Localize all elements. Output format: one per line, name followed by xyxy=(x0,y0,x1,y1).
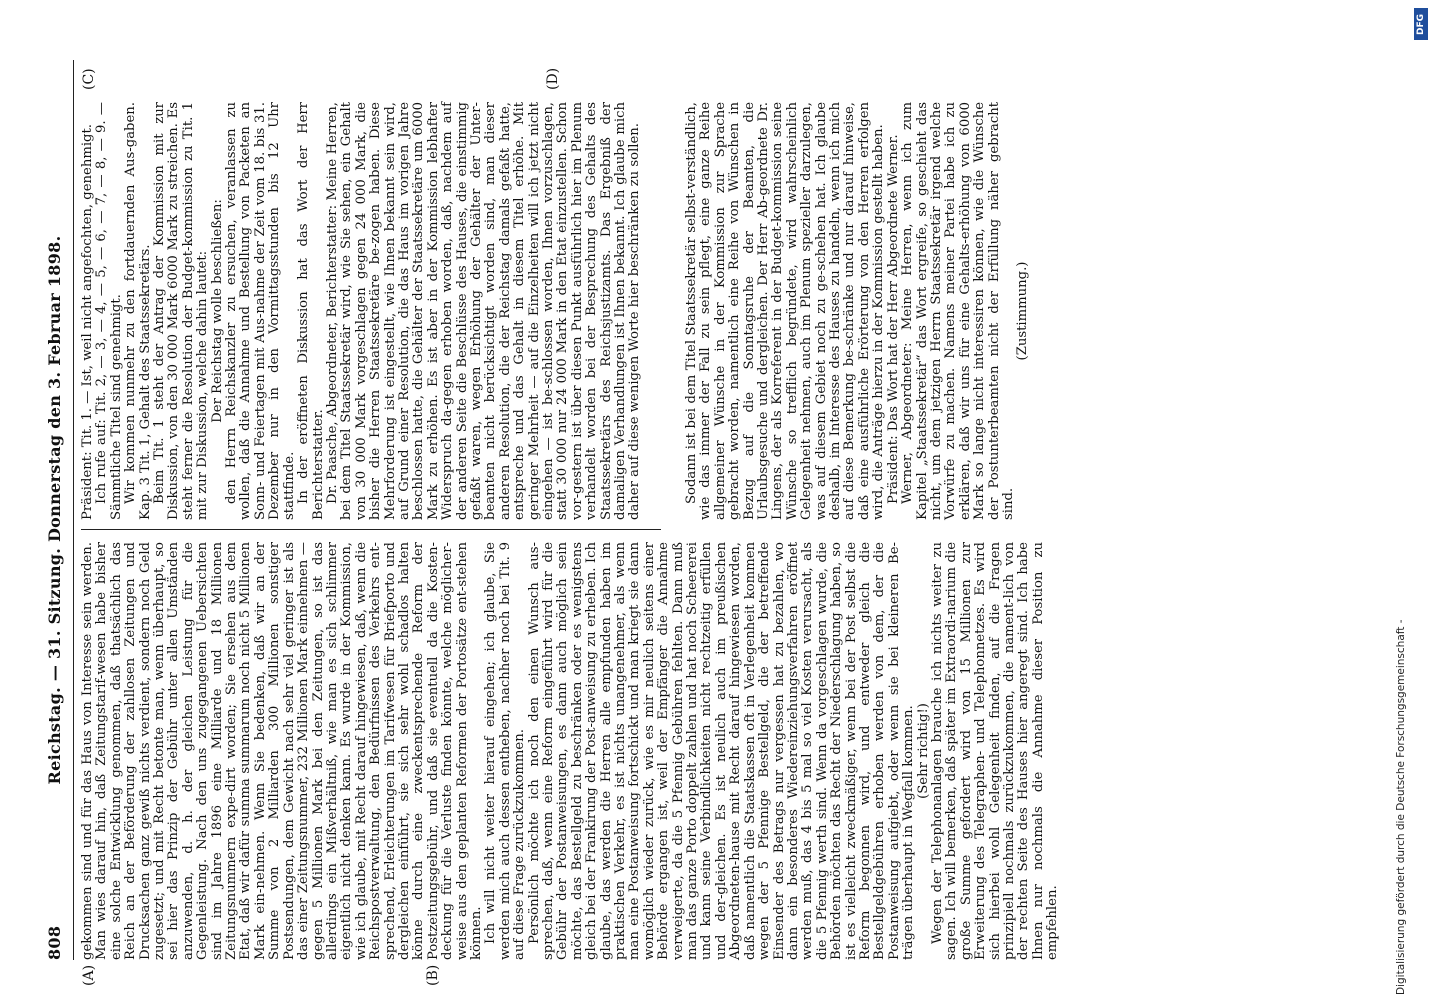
paragraph: Sodann ist bei dem Titel Staatssekretär selbst-verständlich, wie das immer der Fall zu sein pflegt, eine ganze Reihe allgemeiner Wünsche in der Kommission zur Sprache gebracht worden, namentlich eine Reihe von Wünschen in Bezug auf die Sonntagsruhe der Beamten, die Urlaubsgesuche und dergleichen. Der Herr Ab-geordnete Dr. Lingens, der als Korreferent in der Budget-kommission seine Wünsche so trefflich begründete, wird wahrscheinlich Gelegenheit nehmen, auch im Plenum spezieller darzulegen, was auf diesem Gebiet noch zu ge-schehen hat. Ich glaube deshalb, im Interesse des Hauses zu handeln, wenn ich mich auf diese Bemerkung be-schränke und nur darauf hinweise, daß eine ausführliche Erörterung von den Herren erfolgen wird, die Anträge hierzu in der Kommission gestellt haben. xyxy=(684,102,887,520)
interjection: (Sehr richtig!) xyxy=(915,703,931,799)
paragraph: In der eröffneten Diskussion hat das Wort der Herr Berichterstatter. xyxy=(296,102,326,520)
paragraph: Beim Tit. 1 steht der Antrag der Kommission mit zur Diskussion, von den 30 000 Mark 6000 Mark zu streichen. Es steht ferner die Resolution der Budget-kommission zu Tit. 1 mit zur Diskussion, welche dahin lautet: xyxy=(152,102,211,520)
president-statement: Präsident: Tit. 1. — Ist, weil nicht angefochten, genehmigt. xyxy=(80,124,95,520)
margin-marker-d: (D) xyxy=(545,67,561,90)
column-divider xyxy=(81,529,661,530)
resolution-heading: Der Reichstag wolle beschließen: xyxy=(209,199,225,423)
margin-marker-b: (B) xyxy=(425,964,441,986)
speech-paasche: Dr. Paasche, Abgeordneter, Berichterstatter: Meine Herren, bei dem Titel Staatssekretär wird, wie Sie sehen, ein Gehalt von 30 000 Mark vorgeschlagen gegen 24 000 Mark, die bisher die Herren Staatssekretäre be-zogen haben. Diese Mehrforderung ist eingestellt, wie Ihnen bekannt sein wird, auf Grund einer Resolution, die das Haus im vorigen Jahre beschlossen hatte, die Gehälter der Staatssekretäre um 6000 Mark zu erhöhen. Es ist aber in der Kommission lebhafter Widerspruch da-gegen erhoben worden, daß, nachdem auf der anderen Seite die Beschlüsse des Hauses, die einstimmig gefaßt waren, wegen Erhöhung der Gehälter der Unter-beamten nicht berücksichtigt worden sind, man dieser anderen Resolution, die der Reichstag damals gefaßt hatte, entspreche und das Gehalt in diesem Titel erhöhe. Mit geringer Mehrheit — auf die Einzelheiten will ich jetzt nicht eingehen — ist be-schlossen worden, Ihnen vorzuschlagen, statt 30 000 nur 24 000 Mark in den Etat einzustellen. Schon vor-gestern ist über diesen Punkt ausführlich hier im Plenum verhandelt worden bei der Besprechung des Gehalts des Staatssekretärs des Reichsjustizamts. Das Ergebniß der damaligen Verhandlungen ist Ihnen bekannt. Ich glaube mich daher auf diese wenigen Worte hier beschränken zu sollen. xyxy=(324,102,643,520)
paragraph: Ich rufe auf: Tit. 2, — 3, — 4, — 5, — 6, — 7, — 8, — 9. — Sämmtliche Titel sind genehmigt. xyxy=(94,102,124,520)
margin-marker-c: (C) xyxy=(81,68,97,90)
paragraph: Persönlich möchte ich noch den einen Wunsch aus-sprechen, daß, wenn eine Reform eingeführt wird für die Gebühr der Postanweisungen, es dann auch möglich sein möchte, das Bestellgeld zu beschränken oder es wenigstens gleich bei der Frankirung der Post-anweisung zu erheben. Ich glaube, das werden die Herren alle empfunden haben im praktischen Verkehr, es ist nichts unangenehmer, als wenn man eine Postanweisung fortschickt und man kriegt sie dann womöglich wieder zurück, wie es mir neulich seitens einer Behörde ergangen ist, weil der Empfänger die Annahme verweigerte, da die 5 Pfennig Gebühren fehlten. Dann muß man das ganze Porto doppelt zahlen und hat noch Scheererei und kann seine Verbindlichkeiten nicht rechtzeitig erfüllen und der-gleichen. Es ist neulich auch im preußischen Abgeordneten-hause mit Recht darauf hingewiesen worden, daß namentlich die Staatskassen oft in Verlegenheit kommen wegen der 5 Pfennige Bestellgeld, die der betreffende Einsender des Betrags nur vergessen hat zu bezahlen, wo dann ein besonderes Wiedereinziehungsverfahren eröffnet werden muß, das 4 bis 5 mal so viel Kosten verursacht, als die 5 Pfennig werth sind. Wenn da vorgeschlagen wurde, die Behörden möchten das Recht der Niederschlagung haben, so ist es vielleicht zweckmäßiger, wenn bei der Post selbst die Reform begonnen wird, und entweder gleich die Bestellgeldgebühren erhoben werden von dem, der die Postanweisung aufgiebt, oder wenn sie bei kleineren Be-trägen überhaupt in Wegfall kommen. xyxy=(526,542,917,960)
page-number: 808 xyxy=(45,925,64,960)
interjection: (Zustimmung.) xyxy=(1015,261,1031,361)
paragraph: gekommen sind und für das Haus von Interesse sein werden. Man wies darauf hin, daß Zeitungstarif-wesen habe bisher eine solche Entwicklung genommen, daß thatsächlich das Reich an der Beförderung der zahllosen Zeitungen und Drucksachen ganz gewiß nichts verdient, sondern noch Geld zugesetzt; und mit Recht betonte man, wenn überhaupt, so sei hier das Prinzip der Gebühr unter allen Umständen anzuwenden, d. h. der gleichen Leistung für die Gegenleistung. Nach den uns zugegangenen Uebersichten sind im Jahre 1896 eine Milliarde und 18 Millionen Zeitungsnummern expe-dirt worden; Sie ersehen aus dem Etat, daß wir dafür summa summarum noch nicht 5 Millionen Mark ein-nehmen. Wenn Sie bedenken, daß wir an der Summe von 2 Milliarden 300 Millionen sonstiger Postsendungen, dem Gewicht nach sehr viel geringer ist als das einer Zeitungsnummer, 232 Millionen Mark einnehmen — gegen 5 Millionen Mark bei den Zeitungen, so ist das allerdings ein Mißverhältniß, wie man es sich schlimmer eigentlich nicht denken kann. Es wurde in der Kommission, wie ich glaube, mit Recht darauf hingewiesen, daß, wenn die Reichspostverwaltung, den Bedürfnissen des Verkehrs ent-sprechend, Erleichterungen im Tarifwesen für Briefporto und dergleichen einführt, sie sich sehr wohl schadlos halten könne durch eine zweckentsprechende Reform der Postzeitungsgebühr, und daß sie eventuell da die Kosten-deckung für die Verluste finden könnte, welche möglicher-weise aus den geplanten Reformen der Portosätze ent-stehen können. xyxy=(80,542,484,960)
right-column-continued xyxy=(685,102,1285,520)
paragraph: Ich will nicht weiter hierauf eingehen; ich glaube, Sie werden mich auch dessen entheben, nachher noch bei Tit. 9 auf diese Frage zurückzukommen. xyxy=(483,542,528,960)
rotated-page xyxy=(45,60,1425,986)
left-column xyxy=(80,542,1061,960)
dfg-logo: DFG xyxy=(1414,8,1428,40)
president-statement: Präsident: Das Wort hat der Herr Abgeordnete Werner. xyxy=(885,134,901,504)
header-rule xyxy=(73,60,74,960)
paragraph: Wegen der Telephonanlagen brauche ich nichts weiter zu sagen. Ich will bemerken, daß später im Extraordi-narium die große Summe gefordert wird von 15 Millionen zur Erweiterung des Telegraphen- und Telephonnetzes. Es wird sich hierbei wohl Gelegenheit finden, auf die Fragen prinzipiell nochmals zurückzukommen, die nament-lich von der rechten Seite des Hauses hier angeregt sind. Ich habe Ihnen nur nochmals die Annahme dieser Position zu empfehlen. xyxy=(929,542,1061,960)
speech-werner: Werner, Abgeordneter: Meine Herren, wenn ich zum Kapitel „Staatssekretär“ das Wort ergreife, so geschieht das nicht, um dem jetzigen Herrn Staatssekretär irgend welche Vorwürfe zu machen. Namens meiner Partei habe ich zu erklären, daß wir uns für eine Gehalts-erhöhung von 6000 Mark so lange nicht interessiren können, wie die Wünsche der Postunterbeamten nicht der Erfüllung näher gebracht sind. xyxy=(900,102,1016,520)
margin-marker-a: (A) xyxy=(81,964,97,986)
right-column xyxy=(81,102,671,520)
digitization-credit: Digitalisierung gefördert durch die Deutsche Forschungsgemeinschaft - xyxy=(1395,619,1407,995)
resolution-text: den Herrn Reichskanzler zu ersuchen, veranlassen zu wollen, daß die Annahme und Bestellung von Packeten an Sonn- und Feiertagen mit Aus-nahme der Zeit vom 18. bis 31. Dezember nur in den Vormittagsstunden bis 12 Uhr stattfinde. xyxy=(224,102,297,520)
page-title: Reichstag. — 31. Sitzung. Donnerstag den 3. Februar 1898. xyxy=(45,235,64,785)
paragraph: Wir kommen nunmehr zu den fortdauernden Aus-gaben. Kap. 3 Tit. 1, Gehalt des Staatssekretärs. xyxy=(123,102,153,520)
page-header xyxy=(45,60,69,960)
